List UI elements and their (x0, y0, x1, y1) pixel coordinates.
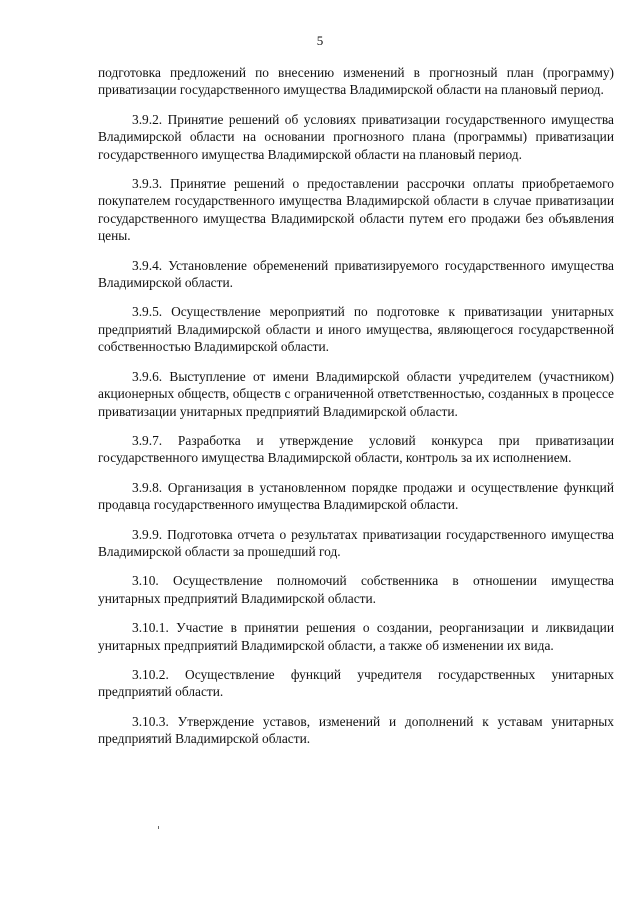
paragraph-3-10-3: 3.10.3. Утверждение уставов, изменений и дополнений к уставам унитарных предприятий Владимирской области. (98, 713, 614, 747)
paragraph-3-10: 3.10. Осуществление полномочий собственника в отношении имущества унитарных предприятий Владимирской области. (98, 573, 614, 606)
paragraph-3-9-3: 3.9.3. Принятие решений о предоставлении рассрочки оплаты приобретаемого покупателем государственного имущества Владимирской области в случае приватизации государственного имущества Владимирской области путем его продажи без объявления цены. (98, 176, 614, 244)
paragraph-3-10-2: 3.10.2. Осуществление функций учредителя государственных унитарных предприятий области. (98, 666, 614, 700)
paragraph-3-9-5: 3.9.5. Осуществление мероприятий по подготовке к приватизации унитарных предприятий Владимирской области и иного имущества, являющегося государственной собственностью Владимирской области. (98, 304, 614, 355)
paragraph-3-9-6: 3.9.6. Выступление от имени Владимирской области учредителем (участником) акционерных обществ, обществ с ограниченной ответственностью, созданных в процессе приватизации унитарных предприятий Владимирской области. (98, 368, 614, 419)
paragraph-3-9-4: 3.9.4. Установление обременений приватизируемого государственного имущества Владимирской области. (98, 257, 614, 291)
paragraph-3-9-2: 3.9.2. Принятие решений об условиях приватизации государственного имущества Владимирской области на основании прогнозного плана (программы) приватизации государственного имущества Владимирской области на плановый период. (98, 111, 614, 162)
paragraph-continuation: подготовка предложений по внесению изменений в прогнозный план (программу) приватизации государственного имущества Владимирской области на плановый период. (98, 65, 614, 98)
paragraph-3-10-1: 3.10.1. Участие в принятии решения о создании, реорганизации и ликвидации унитарных предприятий Владимирской области, а также об изменении их вида. (98, 620, 614, 653)
paragraph-3-9-7: 3.9.7. Разработка и утверждение условий конкурса при приватизации государственного имущества Владимирской области, контроль за их исполнением. (98, 432, 614, 466)
paragraph-3-9-8: 3.9.8. Организация в установленном порядке продажи и осуществление функций продавца государственного имущества Владимирской области. (98, 479, 614, 513)
paragraph-3-9-9: 3.9.9. Подготовка отчета о результатах приватизации государственного имущества Владимирской области за прошедший год. (98, 526, 614, 559)
scan-speck (158, 826, 159, 829)
document-body (98, 64, 614, 748)
page-number: 5 (316, 33, 324, 48)
